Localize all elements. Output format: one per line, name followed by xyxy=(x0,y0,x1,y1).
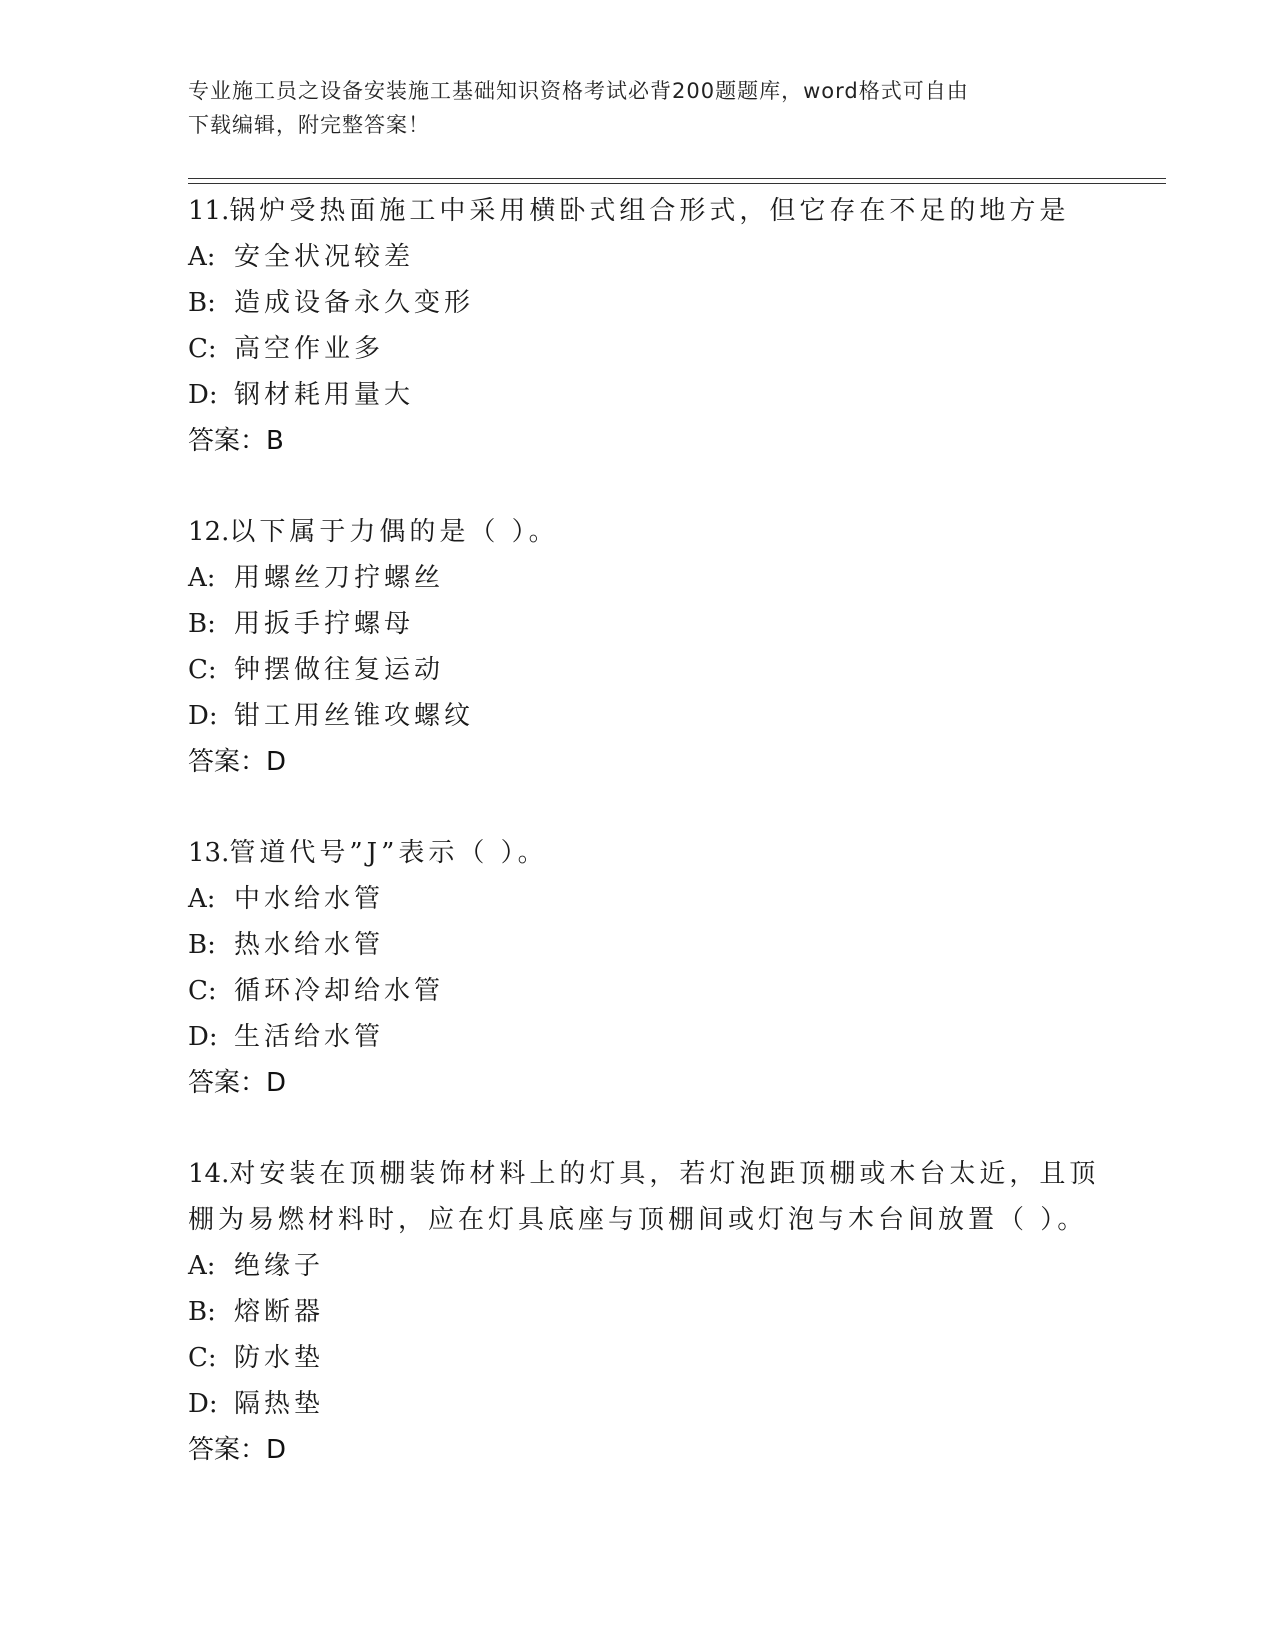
option-text: 防水垫 xyxy=(234,1343,325,1373)
question-11 xyxy=(188,188,1188,464)
option-text: 高空作业多 xyxy=(234,334,385,364)
option-letter: A: xyxy=(188,1251,216,1281)
option-text: 钳工用丝锥攻螺纹 xyxy=(234,701,475,731)
option-text: 绝缘子 xyxy=(234,1251,325,1281)
option-c xyxy=(188,326,1188,372)
option-text: 中水给水管 xyxy=(234,884,385,914)
answer-line: 答案：D xyxy=(188,1435,287,1465)
option-letter: D: xyxy=(188,1389,218,1419)
header-line-1: 专业施工员之设备安装施工基础知识资格考试必背200题题库，word格式可自由 xyxy=(188,79,969,103)
question-stem xyxy=(188,188,1188,234)
option-letter: B: xyxy=(188,288,216,318)
question-number: 14. xyxy=(188,1159,230,1189)
answer-line: 答案：D xyxy=(188,1068,287,1098)
option-letter: A: xyxy=(188,563,216,593)
option-letter: D: xyxy=(188,380,218,410)
option-text: 钟摆做往复运动 xyxy=(234,655,445,685)
option-letter: D: xyxy=(188,701,218,731)
option-letter: B: xyxy=(188,930,216,960)
question-text: 锅炉受热面施工中采用横卧式组合形式，但它存在不足的地方是 xyxy=(229,196,1070,226)
option-letter: D: xyxy=(188,1022,218,1052)
option-b xyxy=(188,922,1188,968)
option-letter: C: xyxy=(188,1343,217,1373)
document-header xyxy=(188,74,1088,142)
option-a xyxy=(188,1243,1188,1289)
option-text: 用螺丝刀拧螺丝 xyxy=(234,563,445,593)
option-d xyxy=(188,693,1188,739)
option-letter: A: xyxy=(188,242,216,272)
question-text: 以下属于力偶的是（ ）。 xyxy=(229,517,559,547)
option-text: 热水给水管 xyxy=(234,930,385,960)
option-text: 造成设备永久变形 xyxy=(234,288,475,318)
question-number: 11. xyxy=(188,196,230,226)
question-stem xyxy=(188,1151,1188,1197)
option-d xyxy=(188,372,1188,418)
option-text: 用扳手拧螺母 xyxy=(234,609,415,639)
option-text: 安全状况较差 xyxy=(234,242,415,272)
option-letter: B: xyxy=(188,1297,216,1327)
option-b xyxy=(188,1289,1188,1335)
option-letter: C: xyxy=(188,976,217,1006)
option-b xyxy=(188,280,1188,326)
option-text: 生活给水管 xyxy=(234,1022,385,1052)
header-line-2: 下载编辑，附完整答案！ xyxy=(188,113,430,137)
option-c xyxy=(188,647,1188,693)
header-divider-bottom xyxy=(188,183,1166,184)
question-14 xyxy=(188,1151,1188,1473)
option-b xyxy=(188,601,1188,647)
question-number: 12. xyxy=(188,517,230,547)
option-text: 熔断器 xyxy=(234,1297,325,1327)
answer-line: 答案：D xyxy=(188,747,287,777)
question-number: 13. xyxy=(188,838,230,868)
question-12 xyxy=(188,509,1188,785)
option-c xyxy=(188,968,1188,1014)
option-text: 隔热垫 xyxy=(234,1389,325,1419)
question-list xyxy=(188,188,1188,1518)
option-letter: C: xyxy=(188,334,217,364)
option-letter: B: xyxy=(188,609,216,639)
option-d xyxy=(188,1381,1188,1427)
question-stem xyxy=(188,830,1188,876)
option-text: 循环冷却给水管 xyxy=(234,976,445,1006)
answer-line: 答案：B xyxy=(188,426,284,456)
question-text: 管道代号”J”表示（ ）。 xyxy=(229,838,548,868)
option-text: 钢材耗用量大 xyxy=(234,380,415,410)
option-letter: A: xyxy=(188,884,216,914)
option-a xyxy=(188,555,1188,601)
option-letter: C: xyxy=(188,655,217,685)
question-stem xyxy=(188,509,1188,555)
option-a xyxy=(188,234,1188,280)
header-divider-top xyxy=(188,178,1166,179)
question-text-line-1: 对安装在顶棚装饰材料上的灯具，若灯泡距顶棚或木台太近，且顶 xyxy=(229,1159,1100,1189)
option-d xyxy=(188,1014,1188,1060)
option-a xyxy=(188,876,1188,922)
option-c xyxy=(188,1335,1188,1381)
question-13 xyxy=(188,830,1188,1106)
question-stem-continued: 棚为易燃材料时，应在灯具底座与顶棚间或灯泡与木台间放置（ ）。 xyxy=(188,1205,1088,1235)
